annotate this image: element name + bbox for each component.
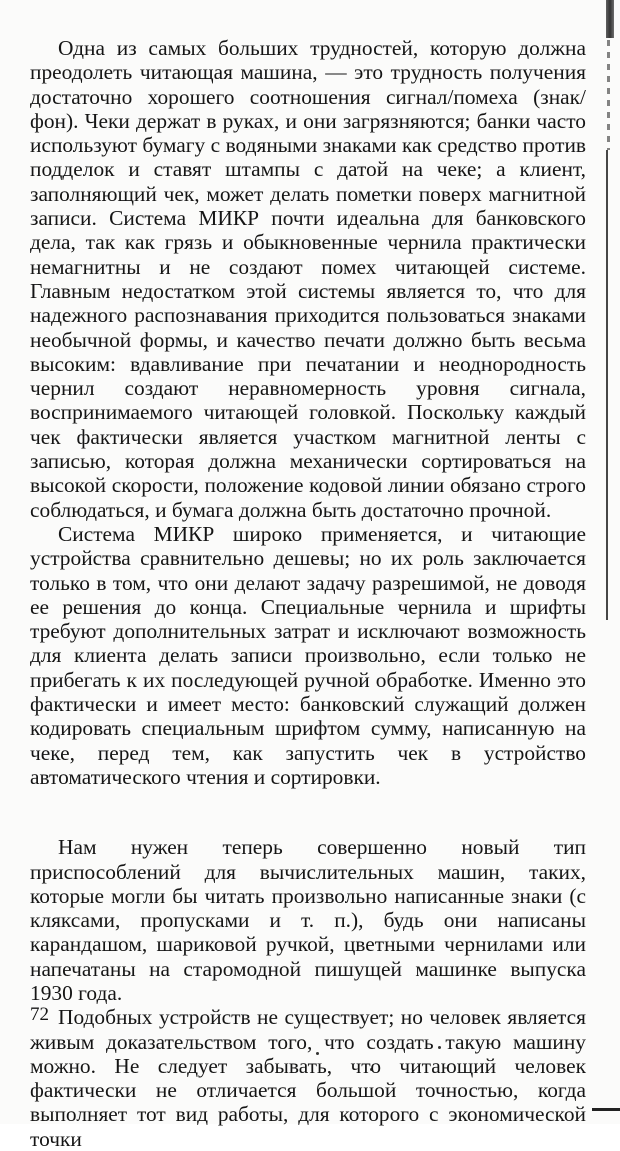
paragraph-2: Система МИКР широко применяется, и читающие устройства сравнительно дешевы; но их роль заключается только в том, что они делают задачу разрешимой, не доводя ее решения до конца. Специальные чернила и шрифты требуют дополнительных затрат и исключают возможность для клиента делать записи произвольно, если только не прибегать к их последующей ручной обработке. Именно это фактически и имеет место: банковский служащий должен кодировать специальным шрифтом сумму, написанную на чеке, перед тем, как запустить чек в устройство автоматического чтения и сортировки. [30, 521, 586, 789]
paragraph-4: Подобных устройств не существует; но человек является живым доказательством того, что создать такую машину можно. Не следует забывать, что читающий человек фактически не отличается большой точностью, когда выполняет тот вид работы, для которого с экономической точки [30, 1005, 586, 1151]
scan-edge-artifact-dashes [607, 40, 610, 150]
paragraph-1: Одна из самых больших трудностей, которую должна преодолеть читающая машина, — это трудность получения достаточно хорошего соотношения сигнал/помеха (знак/фон). Чеки держат в руках, и они загрязняются; банки часто используют бумагу с водяными знаками как средство против подделок и ставят штампы с датой на чеке; а клиент, заполняющий чек, может делать пометки поверх магнитной записи. Система МИКР почти идеальна для банковского дела, так как грязь и обыкновенные чернила практически немагнитны и не создают помех читающей системе. Главным недостатком этой системы является то, что для надежного распознавания приходится пользоваться знаками необычной формы, и качество печати должно быть весьма высоким: вдавливание при печатании и неоднородность чернил создают неравномерность уровня сигнала, воспринимаемого читающей головкой. Поскольку каждый чек фактически является участком магнитной ленты с записью, которая должна механически сортироваться на высокой скорости, положение кодовой линии обязано строго соблюдаться, и бумага должна быть достаточно прочной. [30, 36, 586, 522]
paragraph-3: Нам нужен теперь совершенно новый тип приспособлений для вычислительных машин, таких, которые могли бы читать произвольно написанные знаки (с кляксами, пропусками и т. п.), будь они написаны карандашом, шариковой ручкой, цветными чернилами или напечатаны на старомодной пишущей машинке выпуска 1930 года. [30, 835, 586, 1005]
scan-edge-artifact-bottom [592, 1108, 620, 1111]
scan-edge-artifact-top [606, 0, 614, 38]
body-text [30, 36, 586, 1151]
page-number: 72 [30, 1004, 49, 1025]
scan-edge-artifact-line [606, 150, 608, 620]
section-gap [30, 789, 586, 835]
